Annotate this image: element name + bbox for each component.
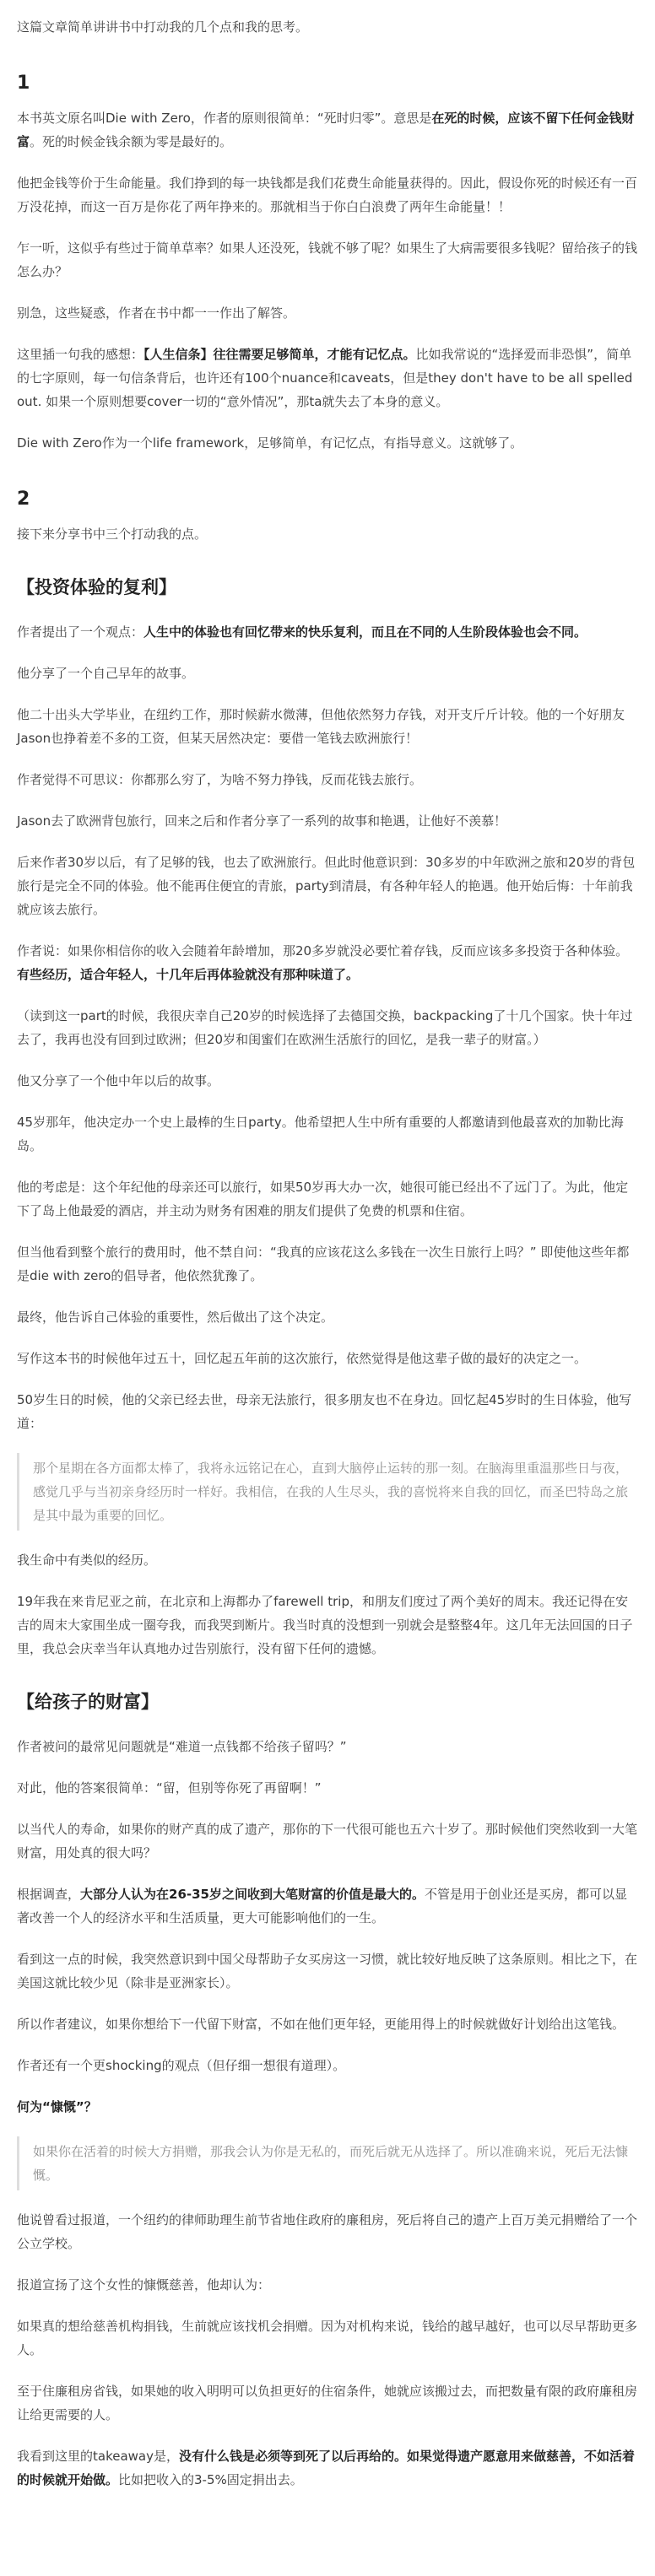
part-1-number-heading: 1 (17, 73, 30, 94)
paragraph (17, 1004, 638, 1051)
paragraph-bold-text: 在死的时候，应该不留下任何金钱财富 (17, 111, 635, 149)
paragraph (17, 768, 638, 791)
paragraph (17, 1175, 638, 1223)
paragraph (17, 1590, 638, 1661)
paragraph (17, 851, 638, 921)
paragraph-bold-text: 大部分人认为在26-35岁之间收到大笔财富的价值是最大的。 (80, 1887, 425, 1902)
paragraph (17, 662, 638, 685)
paragraph-text: 根据调查， (17, 1887, 81, 1902)
paragraph-text: 至于住廉租房省钱，如果她的收入明明可以负担更好的住宿条件，她就应该搬过去，而把数量有限的政府廉租房让给更需要的人。 (17, 2384, 638, 2422)
paragraph-bold-text: 有些经历，适合年轻人，十几年后再体验就没有那种味道了。 (17, 967, 360, 982)
paragraph (17, 301, 638, 325)
part-2-number-heading: 2 (17, 489, 30, 510)
paragraph-text: 他的考虑是：这个年纪他的母亲还可以旅行，如果50岁再大办一次，她很可能已经出不了远门了。为此，他定下了岛上他最爱的酒店，并主动为财务有困难的朋友们提供了免费的机票和住宿。 (17, 1180, 629, 1218)
paragraph (17, 703, 638, 750)
paragraph-text: 以当代人的寿命，如果你的财产真的成了遗产，那你的下一代很可能也五六十岁了。那时候他们突然收到一大笔财富，用处真的很大吗？ (17, 1822, 638, 1860)
paragraph-text: 这里插一句我的感想： (17, 347, 144, 362)
paragraph-text: 所以作者建议，如果你想给下一代留下财富，不如在他们更年轻，更能用得上的时候就做好计划给出这笔钱。 (17, 2017, 625, 2032)
paragraph (17, 939, 638, 986)
paragraph-text: 对此，他的答案很简单：“留，但别等你死了再留啊！” (17, 1780, 322, 1796)
paragraph (17, 2314, 638, 2362)
paragraph (17, 106, 638, 154)
paragraph-text: （读到这一part的时候，我很庆幸自己20岁的时候选择了去德国交换，backpacking了十几个国家。快十年过去了，我再也没有回到过欧洲；但20岁和闺蜜们在欧洲生活旅行的回忆，是我一辈子的财富。） (17, 1008, 633, 1047)
paragraph (17, 1069, 638, 1093)
paragraph (17, 343, 638, 413)
paragraph-bold-text: 何为“慷慨”？ (17, 2099, 97, 2114)
paragraph-text: 本书英文原名叫Die with Zero，作者的原则很简单：“死时归零”。意思是 (17, 111, 432, 126)
paragraph-text: 作者提出了一个观点： (17, 624, 144, 640)
paragraph-text: 作者还有一个更shocking的观点（但仔细一想很有道理）。 (17, 2058, 346, 2073)
paragraph-text: 他说曾看过报道，一个纽约的律师助理生前节省地住政府的廉租房，死后将自己的遗产上百万美元捐赠给了一个公立学校。 (17, 2212, 638, 2251)
intro-paragraph (17, 15, 638, 39)
paragraph-text: 接下来分享书中三个打动我的点。 (17, 527, 208, 542)
paragraph (17, 2012, 638, 2036)
paragraph (17, 1776, 638, 1800)
paragraph-text: 作者说：如果你相信你的收入会随着年龄增加，那20多岁就没必要忙着存钱，反而应该多多投资于各种体验。 (17, 943, 629, 959)
paragraph-text: 最终，他告诉自己体验的重要性，然后做出了这个决定。 (17, 1310, 334, 1325)
paragraph-text: 乍一听，这似乎有些过于简单草率？如果人还没死，钱就不够了呢？如果生了大病需要很多钱呢？留给孩子的钱怎么办？ (17, 240, 638, 279)
paragraph-text: 报道宣扬了这个女性的慷慨慈善，他却认为： (17, 2277, 271, 2292)
paragraph-text: 他分享了一个自己早年的故事。 (17, 666, 195, 681)
paragraph-text: 。死的时候金钱余额为零是最好的。 (30, 134, 233, 149)
paragraph-text: 作者被问的最常见问题就是“难道一点钱都不给孩子留吗？” (17, 1739, 347, 1754)
paragraph-text: 45岁那年，他决定办一个史上最棒的生日party。他希望把人生中所有重要的人都邀请到他最喜欢的加勒比海岛。 (17, 1115, 624, 1153)
bold-subheading (17, 2095, 638, 2119)
paragraph (17, 1388, 638, 1435)
paragraph (17, 1240, 638, 1288)
paragraph-text: 不管是用于创业还是买房，都可以显著改善一个人的经济水平和生活质量，更大可能影响他们的一生。 (17, 1887, 628, 1925)
paragraph-text: 比如把收入的3-5%固定捐出去。 (118, 2472, 303, 2487)
paragraph (17, 2444, 638, 2492)
paragraph-bold-text: 人生中的体验也有回忆带来的快乐复利，而且在不同的人生阶段体验也会不同。 (143, 624, 587, 640)
paragraph-text: Jason去了欧洲背包旅行，回来之后和作者分享了一系列的故事和艳遇，让他好不羡慕！ (17, 813, 507, 829)
paragraph-text: 50岁生日的时候，他的父亲已经去世，母亲无法旅行，很多朋友也不在身边。回忆起45岁时的生日体验，他写道： (17, 1392, 632, 1431)
paragraph (17, 236, 638, 284)
paragraph (17, 1347, 638, 1370)
paragraph (17, 1947, 638, 1995)
paragraph (17, 1735, 638, 1758)
paragraph-text: 但当他看到整个旅行的费用时，他不禁自问：“我真的应该花这么多钱在一次生日旅行上吗？” 即使他这些年都是die with zero的倡导者，他依然犹豫了。 (17, 1245, 630, 1283)
paragraph-text: 看到这一点的时候，我突然意识到中国父母帮助子女买房这一习惯，就比较好地反映了这条原则。相比之下，在美国这就比较少见（除非是亚洲家长）。 (17, 1952, 638, 1990)
paragraph (17, 1548, 638, 1572)
paragraph-text: 作者觉得不可思议：你都那么穷了，为啥不努力挣钱，反而花钱去旅行。 (17, 772, 423, 787)
paragraph-bold-text: 【人生信条】往往需要足够简单，才能有记忆点。 (143, 347, 416, 362)
section-heading-wealth-for-children: 【给孩子的财富】 (17, 1692, 159, 1712)
paragraph-text: Die with Zero作为一个life framework，足够简单，有记忆点，有指导意义。这就够了。 (17, 435, 523, 451)
paragraph-text: 写作这本书的时候他年过五十，回忆起五年前的这次旅行，依然觉得是他这辈子做的最好的决定之一。 (17, 1351, 587, 1366)
blockquote-text: 那个星期在各方面都太棒了，我将永远铭记在心，直到大脑停止运转的那一刻。在脑海里重温那些日与夜，感觉几乎与当初亲身经历时一样好。我相信，在我的人生尽头，我的喜悦将来自我的回忆，而圣巴特岛之旅是其中最为重要的回忆。 (33, 1461, 629, 1523)
paragraph-text: 他把金钱等价于生命能量。我们挣到的每一块钱都是我们花费生命能量获得的。因此，假设你死的时候还有一百万没花掉，而这一百万是你花了两年挣来的。那就相当于你白白浪费了两年生命能量！！ (17, 176, 638, 214)
paragraph-text: 别急，这些疑惑，作者在书中都一一作出了解答。 (17, 305, 296, 321)
paragraph-text: 这篇文章简单讲讲书中打动我的几个点和我的思考。 (17, 19, 309, 35)
paragraph-text: 比如我常说的“选择爱而非恐惧”，简单的七字原则，每一句信条背后，也许还有100个nuance和caveats，但是they don't have to be all spelled out. 如果一个原则想要cover一切的“意外情况”，那ta就失去了本身的意义。 (17, 347, 633, 409)
paragraph (17, 171, 638, 219)
paragraph (17, 1882, 638, 1930)
blockquote (17, 1453, 638, 1531)
section-heading-experience-compounding: 【投资体验的复利】 (17, 577, 176, 597)
paragraph-text: 如果真的想给慈善机构捐钱，生前就应该找机会捐赠。因为对机构来说，钱给的越早越好，也可以尽早帮助更多人。 (17, 2319, 638, 2357)
paragraph (17, 2054, 638, 2077)
paragraph (17, 2273, 638, 2297)
paragraph (17, 1110, 638, 1158)
paragraph-text: 后来作者30岁以后，有了足够的钱，也去了欧洲旅行。但此时他意识到：30多岁的中年欧洲之旅和20岁的背包旅行是完全不同的体验。他不能再住便宜的青旅，party到清晨，有各种年轻人的艳遇。他开始后悔：十年前我就应该去旅行。 (17, 855, 636, 917)
paragraph-text: 我看到这里的takeaway是， (17, 2449, 179, 2464)
paragraph (17, 1817, 638, 1865)
paragraph (17, 2379, 638, 2427)
paragraph-text: 19年我在来肯尼亚之前，在北京和上海都办了farewell trip，和朋友们度过了两个美好的周末。我还记得在安吉的周末大家围坐成一圈夸我，而我哭到断片。我当时真的没想到一别就会是整整4年。这几年无法回国的日子里，我总会庆幸当年认真地办过告别旅行，没有留下任何的遗憾。 (17, 1594, 633, 1656)
paragraph (17, 1305, 638, 1329)
paragraph (17, 2208, 638, 2255)
blockquote-text: 如果你在活着的时候大方捐赠，那我会认为你是无私的，而死后就无从选择了。所以准确来说，死后无法慷慨。 (33, 2144, 629, 2183)
paragraph-bold-text: 没有什么钱是必须等到死了以后再给的。如果觉得遗产愿意用来做慈善，不如活着的时候就开始做。 (17, 2449, 635, 2487)
paragraph (17, 620, 638, 644)
paragraph (17, 809, 638, 833)
paragraph (17, 522, 638, 546)
paragraph (17, 431, 638, 455)
blockquote (17, 2136, 638, 2190)
paragraph-text: 他又分享了一个他中年以后的故事。 (17, 1073, 220, 1088)
paragraph-text: 他二十出头大学毕业，在纽约工作，那时候薪水微薄，但他依然努力存钱，对开支斤斤计较。他的一个好朋友Jason也挣着差不多的工资，但某天居然决定：要借一笔钱去欧洲旅行！ (17, 707, 625, 746)
paragraph-text: 我生命中有类似的经历。 (17, 1553, 157, 1568)
